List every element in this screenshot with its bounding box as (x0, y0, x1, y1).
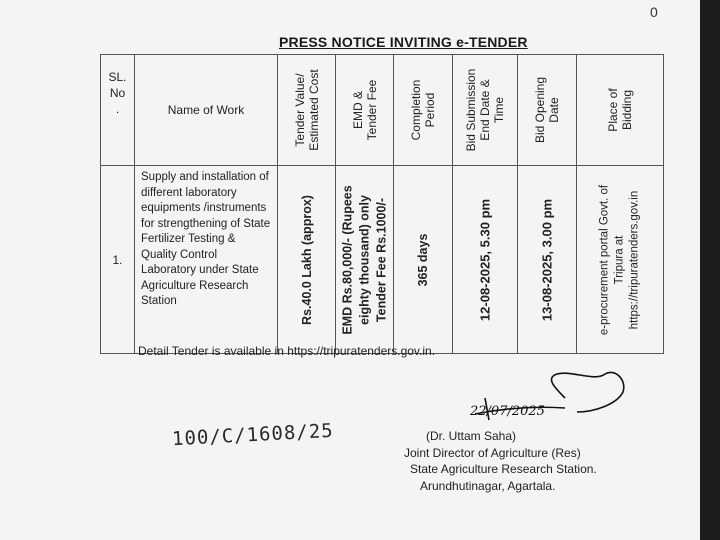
header-name-of-work: Name of Work (135, 55, 278, 166)
header-emd: EMD & Tender Fee (336, 55, 394, 166)
tender-table (100, 54, 664, 354)
signatory-office: State Agriculture Research Station. (410, 462, 597, 476)
header-place-of-bidding: Place of Bidding (577, 55, 664, 166)
table-header-row (101, 55, 664, 166)
signatory-block (404, 428, 597, 494)
cell-name-of-work: Supply and installation of different laboratory equipments /instruments for strengthening of State Fertilizer Testing & Quality Control Laboratory under State Agriculture Research Station (135, 166, 278, 354)
cell-place-of-bidding: e-procurement portal Govt. of Tripura at https://tripuratenders.gov.in (577, 166, 664, 354)
header-completion: Completion Period (394, 55, 453, 166)
cell-sl: 1. (101, 166, 135, 354)
cell-bid-opening: 13-08-2025, 3.00 pm (518, 166, 577, 354)
header-sl-no: SL. No . (101, 55, 135, 166)
cell-emd: EMD Rs.80,000/- (Rupees eighty thousand) only Tender Fee Rs.1000/- (336, 166, 394, 354)
header-bid-opening: Bid Opening Date (518, 55, 577, 166)
signatory-designation: Joint Director of Agriculture (Res) (404, 445, 581, 460)
cell-bid-submission: 12-08-2025, 5.30 pm (453, 166, 518, 354)
signatory-address: Arundhutinagar, Agartala. (420, 478, 556, 493)
cell-tender-value: Rs.40.0 Lakh (approx) (278, 166, 336, 354)
table-row (101, 166, 664, 354)
signatory-name: (Dr. Uttam Saha) (426, 429, 517, 443)
signature-date: 22/07/2025 (470, 404, 545, 419)
notice-title: PRESS NOTICE INVITING e-TENDER (279, 34, 528, 50)
cell-completion: 365 days (394, 166, 453, 354)
header-tender-value: Tender Value/ Estimated Cost (278, 55, 336, 166)
scan-edge (700, 0, 720, 540)
corner-mark: 0 (650, 4, 658, 20)
header-bid-submission: Bid Submission End Date & Time (453, 55, 518, 166)
detail-note: Detail Tender is available in https://tripuratenders.gov.in. (138, 344, 436, 358)
handwritten-memo-number: 100/C/1608/25 (171, 419, 335, 451)
signature-scribble (445, 368, 635, 428)
